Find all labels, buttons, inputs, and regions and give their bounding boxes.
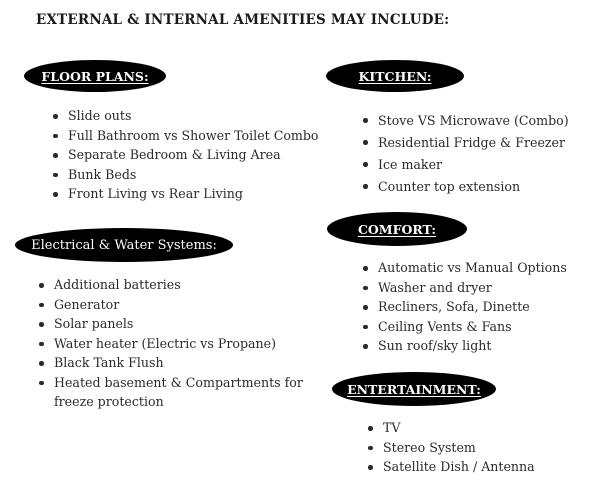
floor-plans-header <box>24 60 166 92</box>
kitchen-header <box>326 60 464 92</box>
list-item: Ice maker <box>362 154 569 176</box>
list-item: Slide outs <box>52 106 319 126</box>
floor-plans-list <box>52 106 319 204</box>
electrical-water-header <box>15 228 233 262</box>
list-item: Counter top extension <box>362 176 569 198</box>
list-item: Recliners, Sofa, Dinette <box>362 297 567 317</box>
electrical-water-title: Electrical & Water Systems: <box>31 237 217 253</box>
entertainment-header <box>332 372 496 406</box>
comfort-title: COMFORT: <box>357 221 437 237</box>
comfort-list <box>362 258 567 356</box>
kitchen-title: KITCHEN: <box>358 68 432 84</box>
list-item: Satellite Dish / Antenna <box>367 457 535 477</box>
list-item: Stereo System <box>367 438 535 458</box>
page-heading: EXTERNAL & INTERNAL AMENITIES MAY INCLUDE: <box>36 12 450 28</box>
list-item: Separate Bedroom & Living Area <box>52 145 319 165</box>
list-item: Additional batteries <box>38 275 306 295</box>
list-item: Solar panels <box>38 314 306 334</box>
list-item: Black Tank Flush <box>38 353 306 373</box>
list-item: Stove VS Microwave (Combo) <box>362 110 569 132</box>
electrical-water-list <box>38 275 306 412</box>
entertainment-title: ENTERTAINMENT: <box>347 381 481 397</box>
comfort-header <box>327 212 467 246</box>
list-item: Heated basement & Compartments for freeze protection <box>38 373 306 412</box>
entertainment-list <box>367 418 535 477</box>
list-item: Automatic vs Manual Options <box>362 258 567 278</box>
list-item: Bunk Beds <box>52 165 319 185</box>
list-item: Sun roof/sky light <box>362 336 567 356</box>
list-item: Front Living vs Rear Living <box>52 184 319 204</box>
list-item: Water heater (Electric vs Propane) <box>38 334 306 354</box>
list-item: Washer and dryer <box>362 278 567 298</box>
kitchen-list <box>362 110 569 198</box>
list-item: TV <box>367 418 535 438</box>
floor-plans-title: FLOOR PLANS: <box>41 68 149 84</box>
list-item: Residential Fridge & Freezer <box>362 132 569 154</box>
list-item: Generator <box>38 295 306 315</box>
list-item: Ceiling Vents & Fans <box>362 317 567 337</box>
list-item: Full Bathroom vs Shower Toilet Combo <box>52 126 319 146</box>
